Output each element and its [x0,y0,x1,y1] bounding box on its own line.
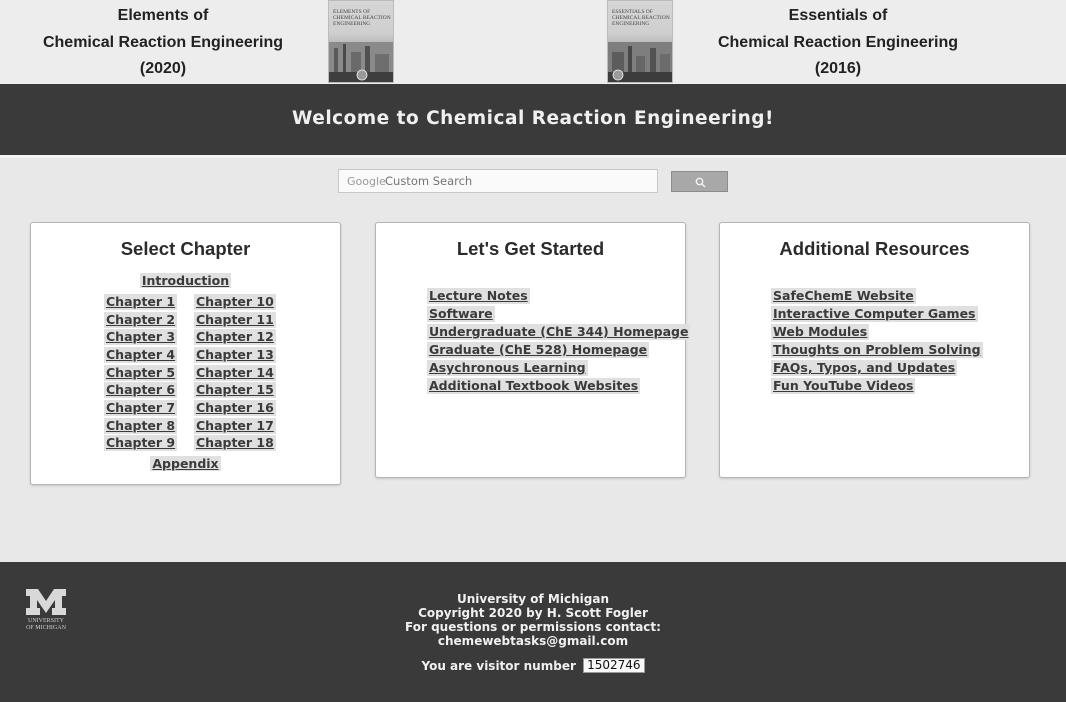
chapter-link[interactable]: Chapter 2 [106,312,176,327]
footer-info [0,592,1066,648]
footer-line: For questions or permissions contact: [405,620,661,634]
google-logo: Google [347,175,386,188]
book-cover-elements[interactable] [328,0,394,83]
visitor-count: 1502746 [583,658,644,673]
chapter-link[interactable]: Chapter 13 [196,347,274,362]
footer-line: Copyright 2020 by H. Scott Fogler [418,606,648,620]
additional-resources-panel [719,222,1030,478]
visitor-label: You are visitor number [421,659,576,673]
lecture-notes-link[interactable]: Lecture Notes [429,288,528,303]
book-title-line: Elements of [117,7,209,24]
youtube-videos-link[interactable]: Fun YouTube Videos [773,378,914,393]
chapter-link[interactable]: Chapter 1 [106,294,176,309]
chapter-link[interactable]: Chapter 7 [106,400,176,415]
appendix-link-text[interactable]: Appendix [152,456,219,471]
faqs-link[interactable]: FAQs, Typos, and Updates [773,360,956,375]
cover-title: ELEMENTS OF CHEMICAL REACTION ENGINEERING [333,9,391,27]
book-title-elements[interactable] [40,3,286,83]
software-link[interactable]: Software [429,306,493,321]
welcome-banner [0,84,1066,158]
chapter-link[interactable]: Chapter 14 [196,365,274,380]
panel-title: Select Chapter [120,238,251,259]
chapter-link[interactable]: Chapter 3 [106,329,176,344]
logo-text: UNIVERSITY OF MICHIGAN [26,618,66,631]
problem-solving-link[interactable]: Thoughts on Problem Solving [773,342,981,357]
book-title-essentials[interactable] [715,3,961,83]
chapter-link[interactable]: Chapter 12 [196,329,274,344]
search-box [338,169,658,193]
chapter-link[interactable]: Chapter 18 [196,435,274,450]
book-title-line: (2016) [814,60,862,77]
book-title-line: Chemical Reaction Engineering [717,33,959,51]
search-input[interactable] [339,170,657,192]
get-started-panel [375,222,689,478]
computer-games-link[interactable]: Interactive Computer Games [773,306,976,321]
chapter-link[interactable]: Chapter 5 [106,365,176,380]
cover-illustration [608,42,673,82]
chapter-link[interactable]: Chapter 4 [106,347,176,362]
web-modules-link[interactable]: Web Modules [773,324,868,339]
book-title-line: Essentials of [788,7,888,24]
asynchronous-learning-link[interactable]: Asychronous Learning [429,360,586,375]
search-button[interactable] [671,171,728,192]
visitor-counter [0,658,1066,673]
chapter-link[interactable]: Chapter 11 [196,312,274,327]
book-cover-essentials[interactable] [607,0,673,83]
chapter-link[interactable]: Chapter 10 [196,294,274,309]
chapter-link[interactable]: Chapter 17 [196,418,274,433]
cover-illustration [329,42,394,82]
contact-email[interactable]: chemewebtasks@gmail.com [437,634,629,648]
chapter-link[interactable]: Chapter 16 [196,400,274,415]
book-title-line: (2020) [139,60,187,77]
banner-title: Welcome to Chemical Reaction Engineering! [292,108,774,129]
chapter-link[interactable]: Chapter 9 [106,435,176,450]
cover-title: ESSENTIALS OF CHEMICAL REACTION ENGINEERING [612,9,670,27]
chapter-link[interactable]: Chapter 6 [106,382,176,397]
search-icon [695,177,706,188]
undergraduate-homepage-link[interactable]: Undergraduate (ChE 344) Homepage [429,324,689,339]
graduate-homepage-link[interactable]: Graduate (ChE 528) Homepage [429,342,648,357]
safecheme-link[interactable]: SafeChemE Website [773,288,914,303]
footer-line: University of Michigan [457,592,609,606]
appendix-link [31,456,340,472]
panel-title: Additional Resources [779,238,970,259]
introduction-link [31,273,340,289]
select-chapter-panel [30,222,341,485]
header [0,0,1066,84]
introduction-link-text[interactable]: Introduction [141,273,230,288]
book-title-line: Chemical Reaction Engineering [42,33,284,51]
footer [0,562,1066,702]
panel-title: Let's Get Started [456,238,605,259]
chapter-link[interactable]: Chapter 15 [196,382,274,397]
textbook-websites-link[interactable]: Additional Textbook Websites [429,378,639,393]
chapter-link[interactable]: Chapter 8 [106,418,176,433]
